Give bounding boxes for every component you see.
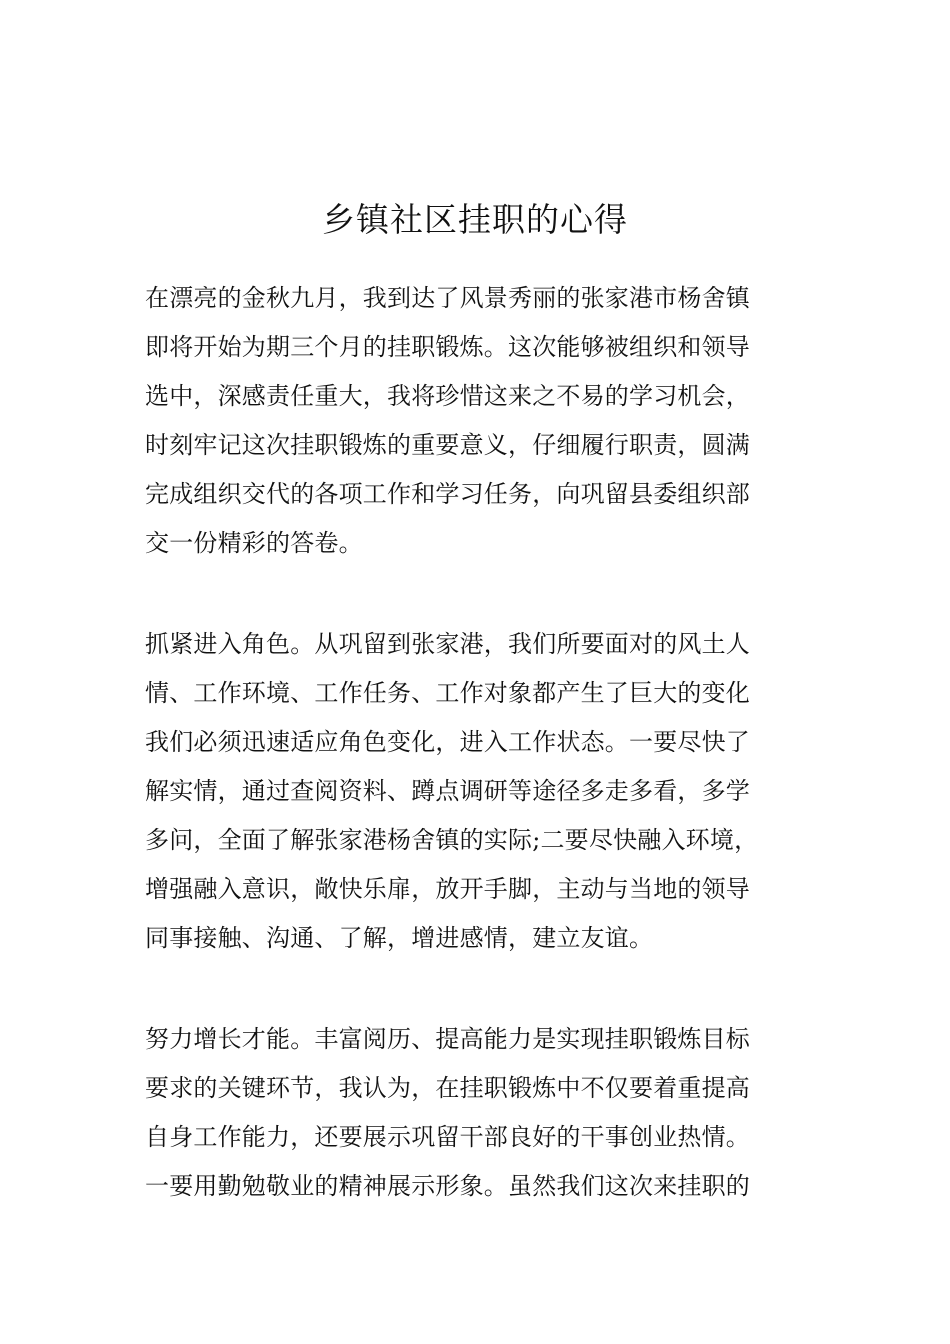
paragraph-line: 完成组织交代的各项工作和学习任务，向巩留县委组织部 [145,480,750,508]
paragraph-line: 抓紧进入角色。从巩留到张家港，我们所要面对的风土人 [145,630,750,658]
paragraph-2 [145,620,810,963]
paragraph-line: 一要用勤勉敬业的精神展示形象。虽然我们这次来挂职的 [145,1172,750,1200]
paragraph-line: 增强融入意识，敞快乐扉，放开手脚，主动与当地的领导 [145,875,750,903]
document-title: 乡镇社区挂职的心得 [322,200,628,240]
paragraph-3 [145,1015,810,1211]
paragraph-line: 交一份精彩的答卷。 [145,529,363,557]
paragraph-line: 努力增长才能。丰富阅历、提高能力是实现挂职锻炼目标 [145,1025,750,1053]
paragraph-line: 时刻牢记这次挂职锻炼的重要意义，仔细履行职责，圆满 [145,431,750,459]
paragraph-line: 我们必须迅速适应角色变化，进入工作状态。一要尽快了 [145,728,750,756]
paragraph-line: 要求的关键环节，我认为，在挂职锻炼中不仅要着重提高 [145,1074,750,1102]
paragraph-line: 情、工作环境、工作任务、工作对象都产生了巨大的变化 [145,679,750,707]
paragraph-line: 在漂亮的金秋九月，我到达了风景秀丽的张家港市杨舍镇 [145,284,750,312]
paragraph-line: 同事接触、沟通、了解，增进感情，建立友谊。 [145,924,654,952]
paragraph-line: 即将开始为期三个月的挂职锻炼。这次能够被组织和领导 [145,333,750,361]
paragraph-line: 解实情，通过查阅资料、蹲点调研等途径多走多看，多学 [145,777,750,805]
paragraph-line: 选中，深感责任重大，我将珍惜这来之不易的学习机会， [145,382,750,410]
paragraph-line: 多问，全面了解张家港杨舍镇的实际;二要尽快融入环境， [145,826,759,854]
document-body [145,274,810,1263]
paragraph-line: 自身工作能力，还要展示巩留干部良好的干事创业热情。 [145,1123,750,1151]
paragraph-1 [145,274,810,568]
